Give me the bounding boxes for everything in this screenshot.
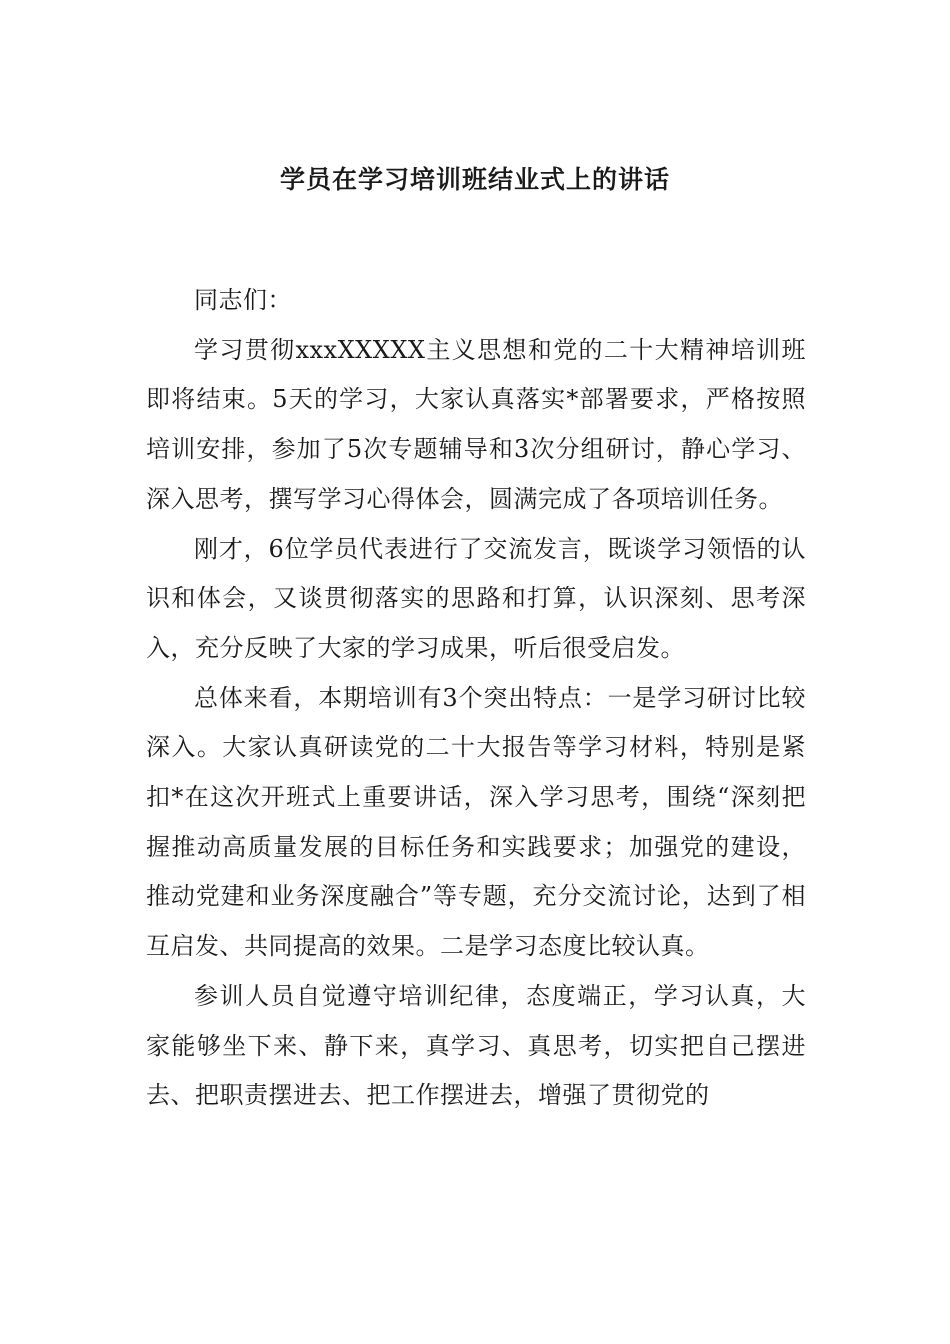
document-title: 学员在学习培训班结业式上的讲话	[279, 165, 670, 194]
document-body	[146, 276, 806, 1121]
body-paragraph-training-overview: 学习贯彻xxxXXXXX主义思想和党的二十大精神培训班即将结束。5天的学习，大家认真落实*部署要求，严格按照培训安排，参加了5次专题辅导和3次分组研讨，静心学习、深入思考，撰写学习心得体会，圆满完成了各项培训任务。	[146, 335, 806, 513]
body-paragraph-participant-attitude: 参训人员自觉遵守培训纪律，态度端正，学习认真，大家能够坐下来、静下来，真学习、真思考，切实把自己摆进去、把职责摆进去、把工作摆进去，增强了贯彻党的	[146, 981, 806, 1110]
salutation-paragraph: 同志们：	[194, 286, 292, 314]
body-paragraph-representative-speeches: 刚才，6位学员代表进行了交流发言，既谈学习领悟的认识和体会，又谈贯彻落实的思路和打算，认识深刻、思考深入，充分反映了大家的学习成果，听后很受启发。	[146, 534, 806, 662]
body-paragraph-training-features: 总体来看，本期培训有3个突出特点：一是学习研讨比较深入。大家认真研读党的二十大报告等学习材料，特别是紧扣*在这次开班式上重要讲话，深入学习思考，围绕“深刻把握推动高质量发展的目标任务和实践要求；加强党的建设，推动党建和业务深度融合”等专题，充分交流讨论，达到了相互启发、共同提高的效果。二是学习态度比较认真。	[146, 683, 806, 961]
